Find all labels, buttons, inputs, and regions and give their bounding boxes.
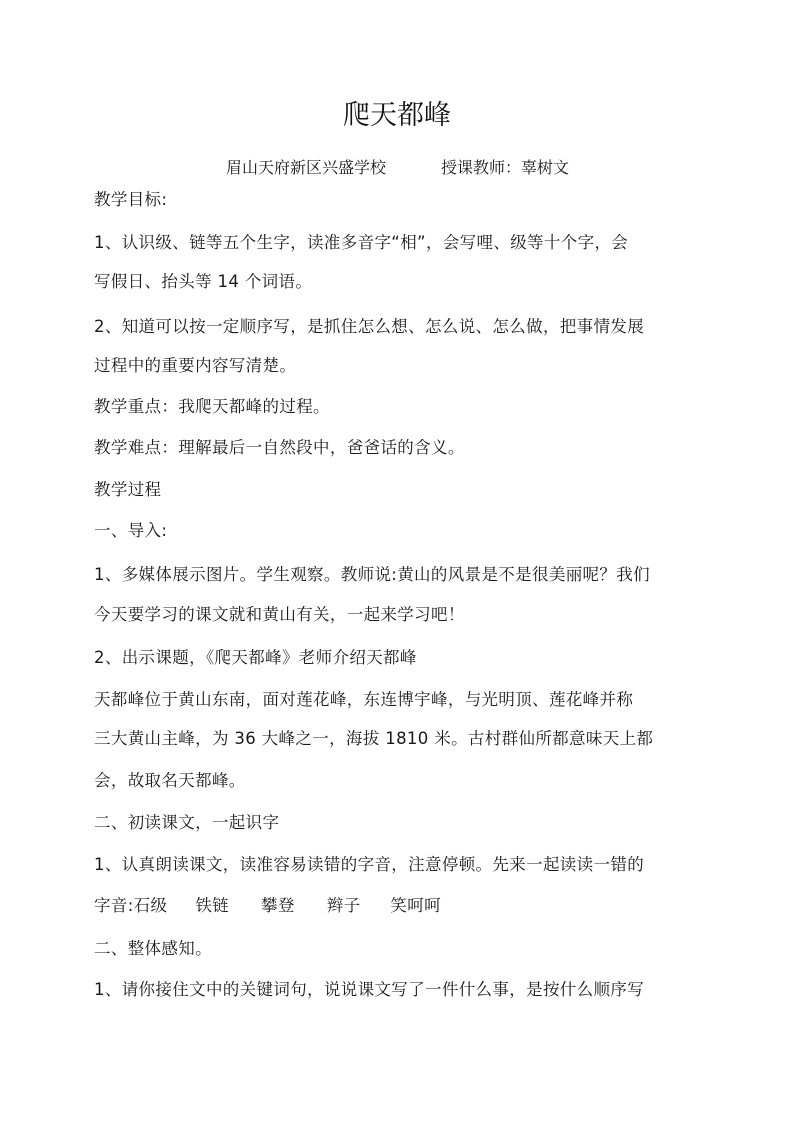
paragraph-line: 1、认真朗读课文，读准容易读错的字音，注意停顿。先来一起读读一错的 — [94, 855, 645, 874]
paragraph-line: 写假日、抬头等 14 个词语。 — [94, 272, 313, 291]
vocab-line — [94, 892, 706, 920]
paragraph-line: 过程中的重要内容写清楚。 — [94, 356, 297, 375]
vocab-word: 攀登 — [261, 896, 295, 915]
school-name: 眉山天府新区兴盛学校 — [226, 158, 387, 177]
paragraph-line: 三大黄山主峰，为 36 大峰之一，海拔 1810 米。古村群仙所都意味天上都 — [94, 729, 654, 748]
paragraph-line: 教学目标: — [94, 190, 168, 209]
paragraph-line: 二、初读课文，一起识字 — [94, 813, 280, 832]
vocab-word: 辫子 — [326, 896, 361, 915]
paragraph-line: 1、认识级、链等五个生字，读准多音字“相”，会写哩、级等十个字，会 — [94, 233, 629, 252]
paragraph-line: 1、多媒体展示图片。学生观察。教师说:黄山的风景是不是很美丽呢？我们 — [94, 565, 650, 584]
paragraph-line: 教学重点：我爬天都峰的过程。 — [94, 397, 330, 416]
vocab-word: 笑呵呵 — [390, 896, 441, 915]
paragraph-line: 教学难点：理解最后一自然段中，爸爸话的含义。 — [94, 438, 465, 457]
paragraph-line: 天都峰位于黄山东南，面对莲花峰，东连博宇峰，与光明顶、莲花峰并称 — [94, 690, 634, 709]
paragraph-line: 2、知道可以按一定顺序写，是抓住怎么想、怎么说、怎么做，把事情发展 — [94, 317, 645, 336]
paragraph-line: 一、导入: — [94, 521, 168, 540]
paragraph-line: 教学过程 — [94, 480, 162, 499]
document-title: 爬天都峰 — [343, 100, 451, 131]
paragraph-line: 会，故取名天都峰。 — [94, 771, 246, 790]
paragraph-line: 二、整体感知。 — [94, 939, 212, 958]
paragraph-line: 今天要学习的课文就和黄山有关，一起来学习吧！ — [94, 605, 465, 624]
vocab-prefix: 字音:石级 — [94, 896, 168, 915]
teacher-name: 授课教师：辜树文 — [441, 158, 570, 177]
paragraph-line: 2、出示课题，《爬天都峰》老师介绍天都峰 — [94, 648, 417, 667]
paragraph-line: 1、请你接住文中的关键词句，说说课文写了一件什么事，是按什么顺序写 — [94, 980, 645, 999]
vocab-word: 铁链 — [195, 896, 230, 915]
